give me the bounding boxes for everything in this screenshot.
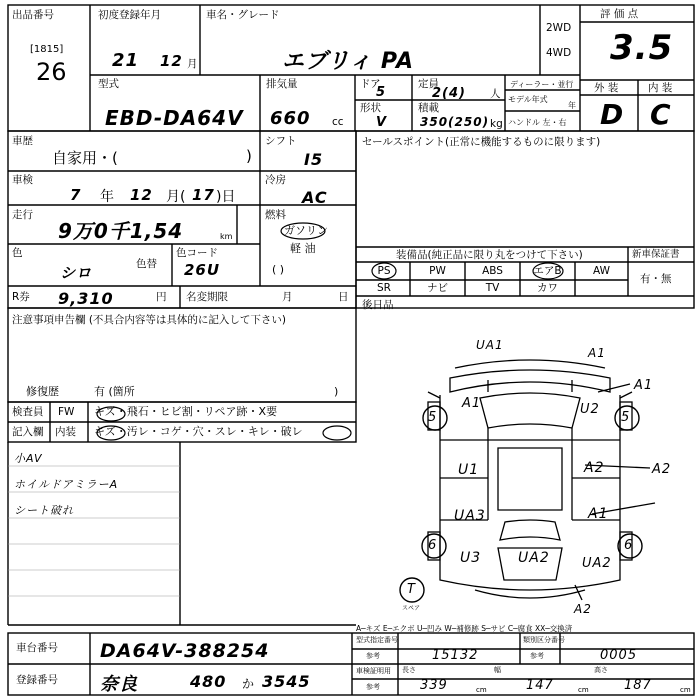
color-code-value: 26U bbox=[184, 261, 221, 279]
vin-cert-ref: 参考 bbox=[366, 683, 380, 691]
class-ref: 参考 bbox=[530, 652, 544, 660]
mark-spare: T bbox=[407, 582, 416, 597]
interior-check-label: 内装 bbox=[55, 426, 76, 438]
mark-tire-fl: 5 bbox=[428, 410, 438, 425]
mark-left-rear-door: UA3 bbox=[454, 508, 486, 524]
drive-2wd: 2WD bbox=[546, 22, 572, 34]
registration-kana: か bbox=[242, 677, 255, 691]
notes-title: 注意事項申告欄 (不具合内容等は具体的に記入して下さい) bbox=[12, 314, 287, 326]
shaken-label: 車検 bbox=[12, 174, 33, 186]
fw-items: キズ・飛石・ヒビ割・リペア跡・X要 bbox=[94, 405, 278, 418]
equipment-title: 装備品(純正品に限り丸をつけて下さい) bbox=[396, 249, 583, 261]
entry-label: 記入欄 bbox=[12, 426, 44, 438]
height-label: 高さ bbox=[594, 666, 608, 674]
shaken-month-kanji: 月( bbox=[166, 189, 186, 205]
recycle-label: R券 bbox=[12, 291, 30, 303]
length-value: 339 bbox=[420, 678, 448, 693]
equip-aw: AW bbox=[593, 265, 610, 277]
equip-airbag: エアB bbox=[533, 265, 562, 277]
model-cert-value: 15132 bbox=[432, 648, 479, 663]
equip-ps: PS bbox=[377, 265, 391, 277]
displacement-value: 660 bbox=[270, 108, 311, 129]
mark-tire-rr: 6 bbox=[624, 538, 634, 553]
load-value: 350(250) bbox=[420, 115, 490, 129]
capacity-unit: 人 bbox=[490, 88, 501, 100]
ac-label: 冷房 bbox=[265, 174, 286, 186]
comment-line-2: ホイルドアミラーA bbox=[14, 478, 119, 491]
equip-tv: TV bbox=[485, 282, 500, 294]
interior-value: C bbox=[650, 98, 672, 131]
interior-label: 内 装 bbox=[648, 82, 673, 94]
name-change-day: 日 bbox=[338, 291, 349, 303]
color-change-label: 色替 bbox=[136, 258, 157, 270]
door-label: ドア bbox=[360, 78, 381, 90]
exterior-label: 外 装 bbox=[594, 82, 619, 94]
history-label: 車歴 bbox=[12, 135, 33, 147]
shape-value: V bbox=[376, 115, 388, 130]
color-label: 色 bbox=[12, 247, 23, 259]
displacement-label: 排気量 bbox=[266, 78, 298, 90]
inspector-label: 検査員 bbox=[12, 406, 44, 418]
car-name-label: 車名・グレード bbox=[206, 9, 280, 21]
model-year-unit: 年 bbox=[568, 101, 576, 110]
registration-class: 480 bbox=[190, 672, 227, 691]
mark-left-door: U1 bbox=[458, 462, 480, 478]
door-value: 5 bbox=[376, 85, 387, 100]
chassis-label: 車台番号 bbox=[16, 642, 58, 654]
repair-value: 有 (箇所 bbox=[94, 385, 135, 398]
history-close: ) bbox=[246, 147, 252, 165]
shift-value: I5 bbox=[304, 150, 324, 169]
mark-rear-left: U3 bbox=[460, 550, 482, 566]
warranty-label: 新車保証書 bbox=[632, 249, 680, 260]
handle-label: ハンドル 左・右 bbox=[508, 118, 567, 127]
color-value: シロ bbox=[60, 264, 93, 282]
lot-number: 26 bbox=[36, 58, 67, 86]
comment-line-3: シート破れ bbox=[14, 504, 74, 517]
lot-sub-number: [1815] bbox=[30, 44, 64, 55]
equip-abs: ABS bbox=[482, 265, 503, 277]
lot-number-label: 出品番号 bbox=[12, 9, 54, 21]
width-label: 幅 bbox=[494, 666, 501, 674]
first-reg-month: 12 bbox=[160, 52, 183, 70]
name-change-label: 名変期限 bbox=[186, 291, 228, 303]
model-cert-label: 型式指定番号 bbox=[356, 636, 398, 644]
load-label: 積載 bbox=[418, 102, 439, 114]
height-value: 187 bbox=[624, 678, 652, 693]
recycle-unit: 円 bbox=[156, 291, 167, 303]
name-change-month: 月 bbox=[282, 291, 293, 303]
mileage-value: 9万0千1,54 bbox=[58, 219, 184, 243]
mark-tire-rl: 6 bbox=[428, 538, 438, 553]
model-cert-ref: 参考 bbox=[366, 652, 380, 660]
registration-label: 登録番号 bbox=[16, 674, 58, 686]
car-name: エブリィ PA bbox=[282, 49, 415, 74]
shift-label: シフト bbox=[265, 135, 297, 147]
shaken-close: )日 bbox=[216, 189, 236, 205]
mark-front-right: A1 bbox=[588, 346, 606, 360]
mark-tire-fr: 5 bbox=[621, 410, 631, 425]
shape-label: 形状 bbox=[360, 102, 381, 114]
recycle-value: 9,310 bbox=[58, 289, 114, 308]
ac-value: AC bbox=[302, 188, 328, 207]
mark-rear-bottom: A2 bbox=[574, 602, 592, 616]
fuel-label: 燃料 bbox=[265, 209, 286, 221]
first-reg-label: 初度登録年月 bbox=[98, 9, 161, 21]
history-value: 自家用・( bbox=[52, 149, 118, 167]
mark-front-left: UA1 bbox=[476, 338, 504, 352]
warranty-value: 有・無 bbox=[640, 273, 672, 285]
chassis-number: DA64V-388254 bbox=[100, 640, 270, 662]
rear-items-label: 後日品 bbox=[362, 299, 394, 311]
mark-left-front: A1 bbox=[462, 396, 482, 411]
grade-label: 評 価 点 bbox=[600, 8, 639, 20]
shaken-year: 7 bbox=[70, 186, 82, 204]
equip-leather: カワ bbox=[537, 282, 558, 294]
height-unit: cm bbox=[680, 686, 691, 694]
shaken-month: 12 bbox=[130, 186, 153, 204]
equip-sr: SR bbox=[377, 282, 391, 294]
equip-pw: PW bbox=[429, 265, 446, 277]
model-label: 型式 bbox=[98, 78, 119, 90]
displacement-unit: cc bbox=[332, 116, 344, 128]
grade-value: 3.5 bbox=[610, 28, 674, 68]
sales-point-label: セールスポイント(正常に機能するものに限ります) bbox=[362, 136, 601, 148]
comment-line-1: 小AV bbox=[14, 452, 43, 465]
fw-label: FW bbox=[58, 406, 75, 418]
mark-right-rear-door: A1 bbox=[588, 506, 609, 522]
mark-right-door: A2 bbox=[584, 460, 605, 476]
capacity-value: 2(4) bbox=[432, 86, 466, 101]
color-code-label: 色コード bbox=[176, 247, 218, 259]
first-reg-month-suffix: 月 bbox=[187, 58, 198, 70]
interior-items: キズ・汚レ・コゲ・穴・スレ・キレ・破レ bbox=[94, 425, 303, 438]
mark-rear-right: UA2 bbox=[582, 556, 612, 571]
class-value: 0005 bbox=[600, 648, 638, 663]
vin-cert-label: 車検証明用 bbox=[356, 667, 391, 675]
dealer-label: ディーラー・並行 bbox=[510, 80, 574, 89]
registration-number: 3545 bbox=[262, 672, 311, 691]
width-unit: cm bbox=[578, 686, 589, 694]
shaken-year-kanji: 年 bbox=[100, 189, 114, 205]
width-value: 147 bbox=[526, 678, 554, 693]
fuel-gasoline: ガソリン bbox=[284, 224, 328, 237]
mark-right-outer: A2 bbox=[652, 462, 672, 477]
exterior-value: D bbox=[600, 98, 625, 131]
mileage-label: 走行 bbox=[12, 209, 33, 221]
repair-close: ) bbox=[334, 385, 339, 398]
class-label: 類別区分番号 bbox=[523, 636, 565, 644]
load-unit: kg bbox=[490, 118, 503, 130]
first-reg-year: 21 bbox=[112, 50, 140, 71]
spare-label: スペア bbox=[402, 605, 421, 612]
mark-tailgate: UA2 bbox=[518, 550, 550, 566]
mark-right-front: U2 bbox=[580, 402, 600, 417]
capacity-label: 定員 bbox=[418, 78, 439, 90]
repair-label: 修復歴 bbox=[26, 385, 59, 398]
shaken-day: 17 bbox=[192, 186, 215, 204]
registration-area: 奈良 bbox=[100, 674, 138, 695]
fuel-other: ( ) bbox=[272, 263, 285, 276]
model-year-label: モデル年式 bbox=[508, 95, 548, 104]
equip-navi: ナビ bbox=[427, 282, 448, 294]
mileage-unit: km bbox=[220, 232, 233, 241]
damage-legend: A─キズ E─エクボ U─凹み W─補修跡 S─サビ C─腐食 XX─交換済 bbox=[356, 624, 573, 633]
fuel-diesel: 軽 油 bbox=[290, 242, 316, 255]
length-label: 長さ bbox=[402, 666, 416, 674]
mark-hood-right: A1 bbox=[634, 378, 654, 393]
drive-4wd: 4WD bbox=[546, 47, 572, 59]
length-unit: cm bbox=[476, 686, 487, 694]
model-value: EBD-DA64V bbox=[105, 106, 244, 130]
